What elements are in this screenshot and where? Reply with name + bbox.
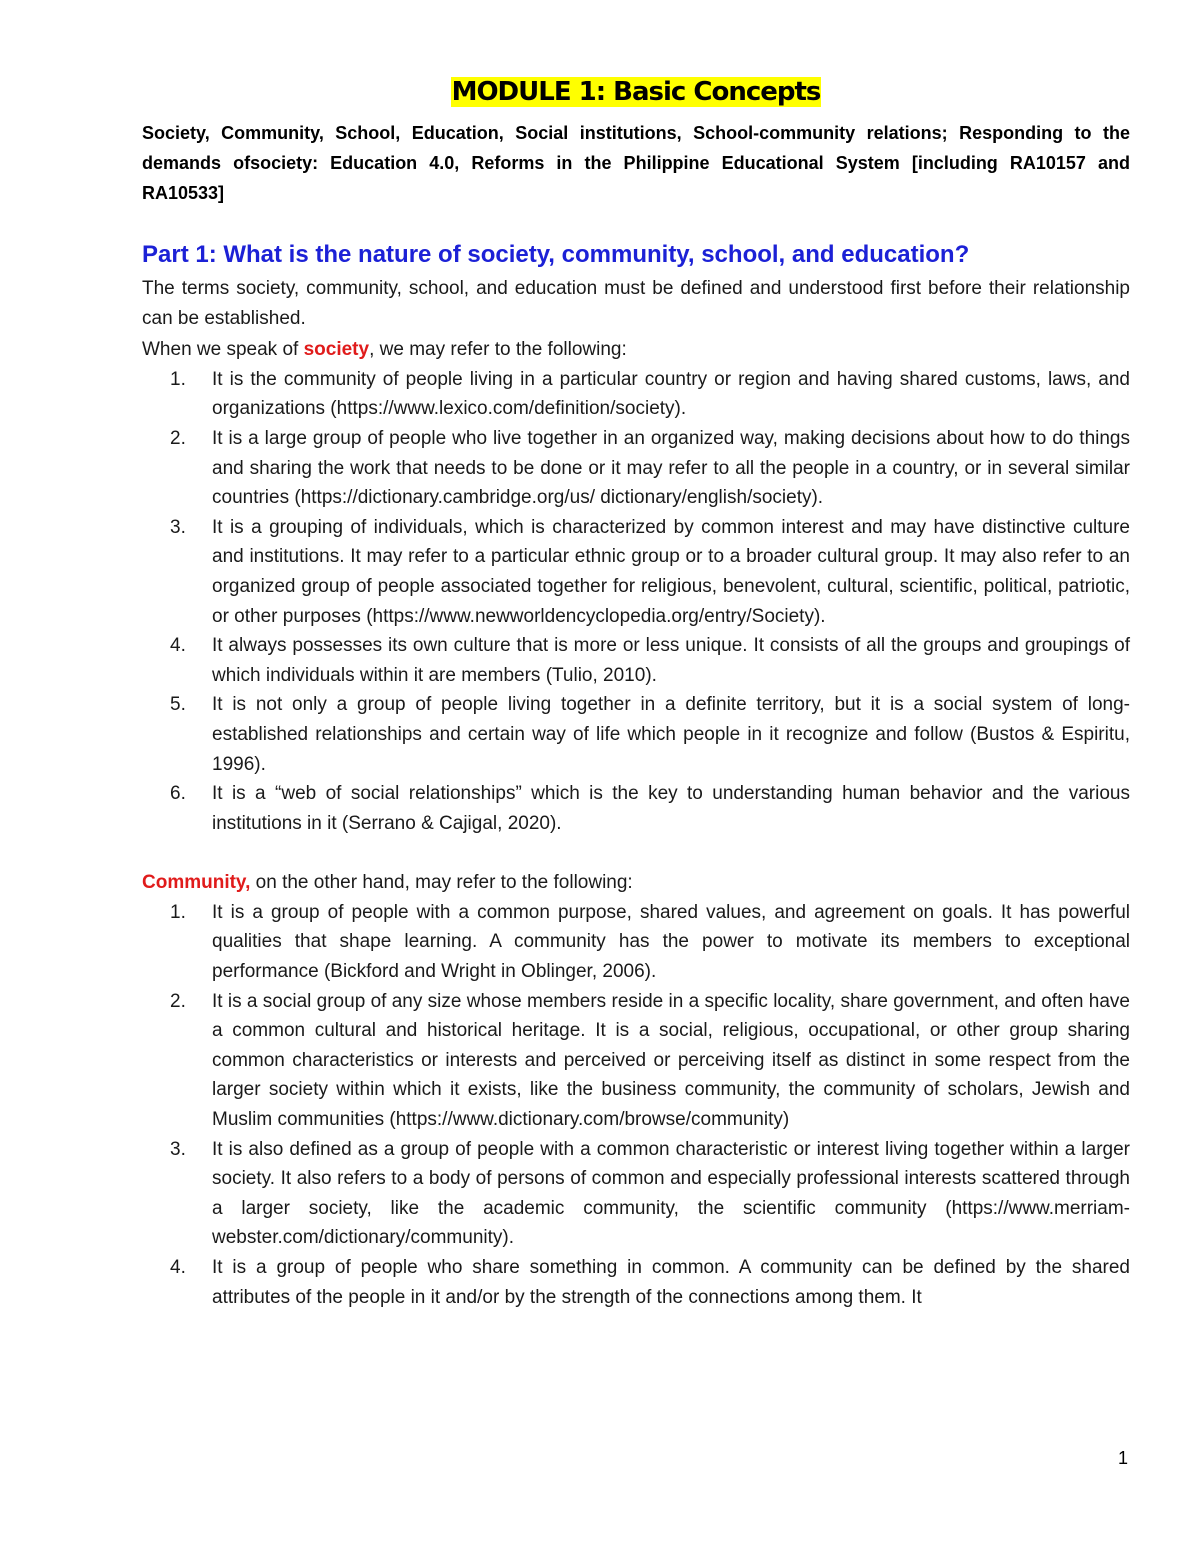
part-1-intro: The terms society, community, school, and education must be defined and understood first before their relationship can be established. (142, 278, 1130, 329)
list-item-text: It is a grouping of individuals, which is characterized by common interest and may have distinctive culture and institutions. It may refer to a particular ethnic group or to a broader cultural group. It may also refer to an organized group of people associated together for religious, benevolent, cultural, scientific, political, patriotic, or other purposes (https://www.newworldencyclopedia.org/entry/Society). (212, 516, 1130, 627)
community-keyword: Community, (142, 872, 251, 894)
list-number: 6. (170, 783, 186, 805)
list-number: 4. (170, 1257, 186, 1278)
list-item-text: It is a group of people who share something in common. A community can be defined by the shared attributes of the people in it and/or by the strength of the connections among them. It (212, 1257, 1130, 1308)
list-item-text: It is not only a group of people living together in a definite territory, but it is a social system of long-established relationships and certain way of life which people in it recognize and follow (Bustos & Espiritu, 1996). (212, 694, 1130, 775)
list-number: 2. (170, 427, 186, 449)
community-definitions-list (142, 898, 1130, 1312)
list-item (142, 631, 1130, 690)
society-lead-in (142, 335, 1130, 365)
list-number: 3. (170, 516, 186, 538)
module-title: MODULE 1: Basic Concepts (451, 77, 821, 107)
list-item (142, 1135, 1130, 1253)
society-lead-before: When we speak of (142, 339, 304, 361)
list-item-text: It always possesses its own culture that is more or less unique. It consists of all the groups and groupings of which individuals within it are members (Tulio, 2010). (212, 635, 1130, 686)
list-item (142, 1253, 1130, 1312)
list-item-text: It is a group of people with a common purpose, shared values, and agreement on goals. It has powerful qualities that shape learning. A community has the power to motivate its members to exceptional performance (Bickford and Wright in Oblinger, 2006). (212, 901, 1130, 983)
community-lead-in (142, 868, 1130, 898)
list-item (142, 898, 1130, 987)
list-item (142, 779, 1130, 838)
society-definitions-list (142, 365, 1130, 839)
society-keyword: society (303, 339, 370, 361)
list-number: 3. (170, 1138, 186, 1160)
community-lead-after: on the other hand, may refer to the following: (250, 872, 633, 894)
module-title-row (142, 74, 1130, 110)
list-number: 5. (170, 694, 186, 716)
page-number: 1 (1117, 1448, 1128, 1468)
list-number: 2. (170, 990, 186, 1012)
list-number: 1. (170, 901, 186, 923)
part-1-heading: Part 1: What is the nature of society, community, school, and education? (142, 241, 970, 268)
list-item-text: It is a large group of people who live together in an organized way, making decisions about how to do things and sharing the work that needs to be done or it may refer to all the people in a country, or in several similar countries (https://dictionary.cambridge.org/us/ dictionary/english/society). (212, 427, 1130, 509)
society-lead-after: , we may refer to the following: (369, 339, 627, 361)
list-item-text: It is the community of people living in a particular country or region and having shared customs, laws, and organizations (https://www.lexico.com/definition/society). (212, 368, 1130, 420)
list-item-text: It is a “web of social relationships” which is the key to understanding human behavior and the various institutions in it (Serrano & Cajigal, 2020). (212, 783, 1130, 834)
list-number: 4. (170, 635, 186, 657)
list-item-text: It is also defined as a group of people with a common characteristic or interest living together within a larger society. It also refers to a body of persons of common and especially professional interests scattered through a larger society, like the academic community, the scientific community (https://www.merriam-webster.com/dictionary/community). (212, 1138, 1130, 1249)
list-number: 1. (170, 368, 186, 390)
list-item (142, 690, 1130, 779)
module-topics: Society, Community, School, Education, Social institutions, School-community relations; Responding to the demands ofsociety: Education 4.0, Reforms in the Philippine Educational System [including RA10157 and RA10533] (142, 123, 1130, 203)
list-item (142, 513, 1130, 631)
list-item (142, 365, 1130, 424)
document-page (142, 74, 1130, 1312)
list-item (142, 987, 1130, 1135)
list-item (142, 424, 1130, 513)
list-item-text: It is a social group of any size whose members reside in a specific locality, share government, and often have a common cultural and historical heritage. It is a social, religious, occupational, or other group sharing common characteristics or interests and perceived or perceiving itself as distinct in some respect from the larger society within which it exists, like the business community, the community of scholars, Jewish and Muslim communities (https://www.dictionary.com/browse/community) (212, 990, 1130, 1131)
